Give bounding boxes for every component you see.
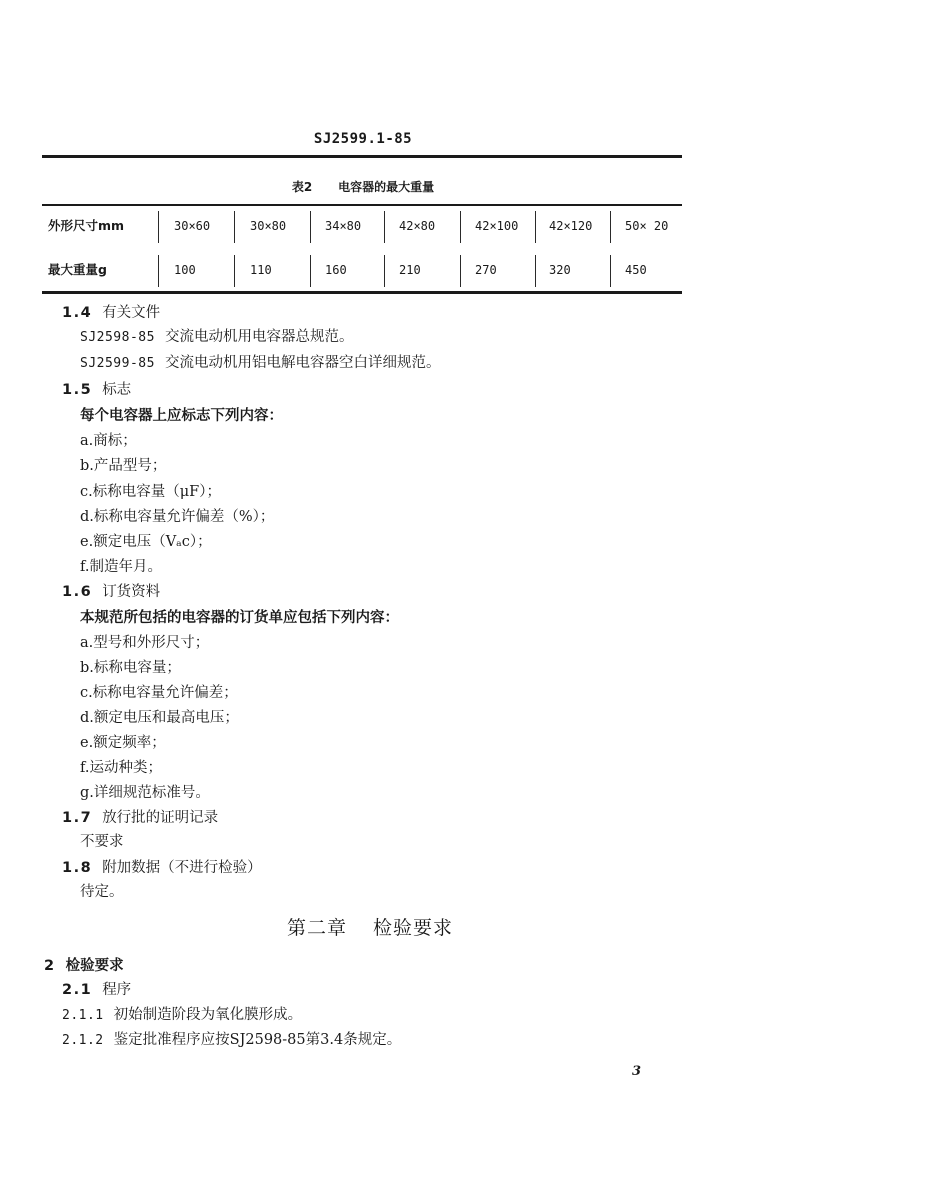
section-heading-1-6 bbox=[62, 580, 160, 601]
section-title: 附加数据（不进行检验） bbox=[102, 860, 262, 876]
section-title: 订货资料 bbox=[102, 584, 161, 600]
marking-intro: 每个电容器上应标志下列内容： bbox=[80, 407, 283, 424]
section-heading-1-7 bbox=[62, 806, 218, 827]
section-heading-2-1 bbox=[62, 978, 131, 999]
table-cell: 450 bbox=[625, 263, 647, 277]
section-title: 程序 bbox=[102, 982, 132, 998]
table-cell: 42×80 bbox=[399, 219, 436, 233]
reference-code: SJ2598-85 bbox=[80, 330, 155, 345]
table-cell: 270 bbox=[475, 263, 497, 277]
column-divider bbox=[610, 255, 611, 287]
table-cell: 50× 20 bbox=[625, 219, 669, 233]
list-item: a.商标； bbox=[80, 433, 137, 449]
section-number: 1.4 bbox=[62, 305, 93, 321]
column-divider bbox=[384, 211, 385, 243]
column-divider bbox=[234, 255, 235, 287]
table-row bbox=[42, 250, 682, 290]
top-rule bbox=[42, 155, 682, 158]
clause-number: 2.1.2 bbox=[62, 1033, 104, 1048]
column-divider bbox=[310, 211, 311, 243]
table-cell: 110 bbox=[250, 263, 272, 277]
table-cell: 320 bbox=[549, 263, 571, 277]
table-cell: 30×80 bbox=[250, 219, 287, 233]
list-item: a.型号和外形尺寸； bbox=[80, 635, 210, 651]
table-label: 表2 bbox=[291, 180, 313, 194]
table-cell: 42×120 bbox=[549, 219, 593, 233]
table-bottom-rule bbox=[42, 291, 682, 294]
column-divider bbox=[158, 211, 159, 243]
clause-number: 2.1.1 bbox=[62, 1008, 104, 1023]
table-cell: 42×100 bbox=[475, 219, 519, 233]
clause-text: 鉴定批准程序应按SJ2598-85第3.4条规定。 bbox=[113, 1032, 402, 1048]
reference-item bbox=[80, 351, 440, 372]
section-heading-2 bbox=[44, 954, 124, 975]
section-number: 1.6 bbox=[62, 584, 93, 600]
section-title: 放行批的证明记录 bbox=[102, 810, 219, 826]
column-divider bbox=[234, 211, 235, 243]
section-number: 1.5 bbox=[62, 382, 93, 398]
section-number: 1.8 bbox=[62, 860, 93, 876]
list-item: b.标称电容量； bbox=[80, 660, 181, 676]
list-item: d.标称电容量允许偏差（%）； bbox=[80, 509, 275, 525]
chapter-number: 第二章 bbox=[286, 917, 347, 939]
reference-code: SJ2599-85 bbox=[80, 356, 155, 371]
section-number: 2 bbox=[44, 958, 56, 974]
reference-text: 交流电动机用电容器总规范。 bbox=[164, 329, 354, 345]
order-intro: 本规范所包括的电容器的订货单应包括下列内容： bbox=[80, 609, 399, 626]
clause-2-1-2 bbox=[62, 1028, 401, 1049]
section-heading-1-4 bbox=[62, 301, 160, 322]
table-cell: 210 bbox=[399, 263, 421, 277]
column-divider bbox=[610, 211, 611, 243]
list-item: d.额定电压和最高电压； bbox=[80, 710, 239, 726]
section-text: 待定。 bbox=[80, 884, 124, 900]
list-item: g.详细规范标准号。 bbox=[80, 785, 210, 801]
section-number: 2.1 bbox=[62, 982, 93, 998]
section-title: 标志 bbox=[102, 382, 132, 398]
section-heading-1-8 bbox=[62, 856, 262, 877]
clause-2-1-1 bbox=[62, 1003, 302, 1024]
row-header: 外形尺寸mm bbox=[48, 218, 125, 233]
section-number: 1.7 bbox=[62, 810, 93, 826]
column-divider bbox=[535, 255, 536, 287]
reference-text: 交流电动机用铝电解电容器空白详细规范。 bbox=[164, 355, 441, 371]
row-header: 最大重量g bbox=[48, 262, 107, 277]
clause-text: 初始制造阶段为氧化膜形成。 bbox=[113, 1007, 303, 1023]
table-cell: 100 bbox=[174, 263, 196, 277]
section-title: 检验要求 bbox=[65, 957, 124, 974]
section-text: 不要求 bbox=[80, 834, 124, 850]
chapter-heading bbox=[0, 913, 740, 940]
chapter-title: 检验要求 bbox=[373, 917, 454, 939]
table-row bbox=[42, 206, 682, 246]
list-item: f.制造年月。 bbox=[80, 559, 162, 575]
table-title bbox=[0, 178, 726, 195]
list-item: e.额定频率； bbox=[80, 735, 166, 751]
list-item: c.标称电容量（μF）； bbox=[80, 484, 221, 500]
reference-item bbox=[80, 325, 353, 346]
table-caption: 电容器的最大重量 bbox=[338, 180, 435, 194]
section-title: 有关文件 bbox=[102, 305, 161, 321]
column-divider bbox=[460, 211, 461, 243]
column-divider bbox=[460, 255, 461, 287]
column-divider bbox=[535, 211, 536, 243]
list-item: f.运动种类； bbox=[80, 760, 162, 776]
list-item: c.标称电容量允许偏差； bbox=[80, 685, 238, 701]
list-item: e.额定电压（Vₐc）； bbox=[80, 534, 212, 550]
table-cell: 160 bbox=[325, 263, 347, 277]
column-divider bbox=[310, 255, 311, 287]
table-cell: 30×60 bbox=[174, 219, 211, 233]
column-divider bbox=[158, 255, 159, 287]
section-heading-1-5 bbox=[62, 378, 131, 399]
table-cell: 34×80 bbox=[325, 219, 362, 233]
document-code: SJ2599.1-85 bbox=[313, 131, 413, 147]
page-number: 3 bbox=[632, 1064, 642, 1079]
column-divider bbox=[384, 255, 385, 287]
list-item: b.产品型号； bbox=[80, 458, 167, 474]
